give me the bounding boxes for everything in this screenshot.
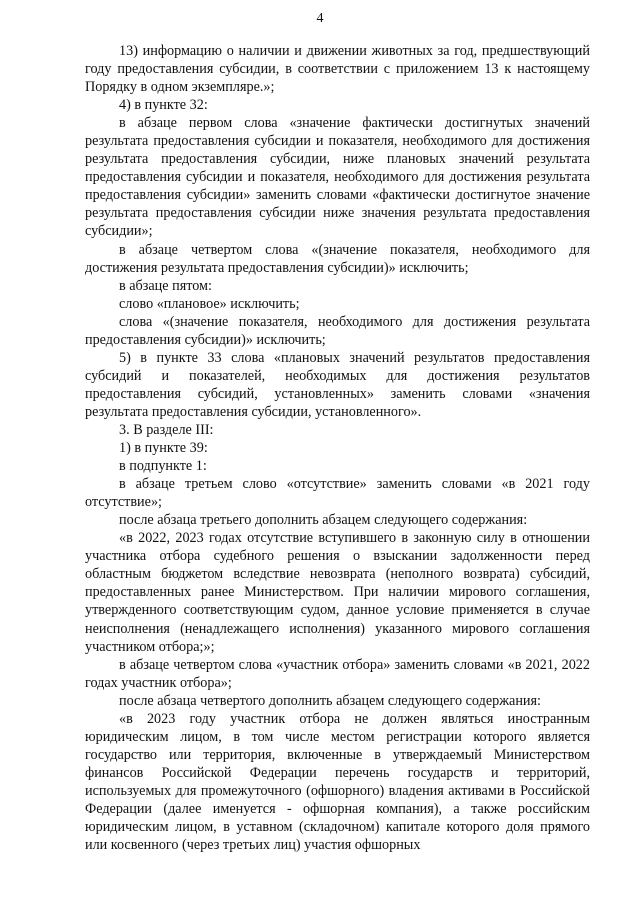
page-number: 4: [316, 11, 324, 26]
paragraph-fourth-abzac-exclude: в абзаце четвертом слова «(значение показателя, необходимого для достижения результата предоставления субсидии)» исключить;: [85, 241, 590, 276]
paragraph-item-13: 13) информацию о наличии и движении животных за год, предшествующий году предоставления субсидии, в соответствии с приложением 13 к настоящему Порядку в одном экземпляре.»;: [85, 43, 590, 96]
paragraph-words-exclude: слова «(значение показателя, необходимого для достижения результата предоставления субсидии)» исключить;: [85, 313, 590, 348]
paragraph-point-32: 4) в пункте 32:: [119, 97, 208, 114]
paragraph-word-planned-exclude: слово «плановое» исключить;: [119, 295, 300, 312]
paragraph-after-fourth-abzac: после абзаца четвертого дополнить абзацем следующего содержания:: [119, 692, 541, 709]
paragraph-fifth-abzac: в абзаце пятом:: [119, 277, 212, 294]
paragraph-2023-offshore-condition: «в 2023 году участник отбора не должен являться иностранным юридическим лицом, в том числе местом регистрации которого является государство или территория, включенные в утверждаемый Министерством финансов Российской Федерации перечень государств и территорий, используемых для промежуточного (офшорного) владения активами в Российской Федерации (далее именуется - офшорная компания), а также российским юридическим лицом, в уставном (складочном) капитале которого доля прямого или косвенного (через третьих лиц) участия офшорных: [85, 710, 590, 854]
paragraph-after-third-abzac: после абзаца третьего дополнить абзацем следующего содержания:: [119, 512, 528, 529]
paragraph-2022-2023-condition: «в 2022, 2023 годах отсутствие вступившего в законную силу в отношении участника отбора судебного решения о взыскании задолженности перед областным бюджетом вследствие невозврата (неполного возврата) субсидий, предоставленных ранее Министерством. При наличии мирового соглашения, утвержденного соответствующим судом, данное условие применяется в случае неисполнения (ненадлежащего исполнения) указанного мирового соглашения участником отбора;»;: [85, 530, 590, 655]
paragraph-fourth-abzac-replace: в абзаце четвертом слова «участник отбора» заменить словами «в 2021, 2022 годах участник отбора»;: [85, 656, 590, 691]
paragraph-third-abzac-replace: в абзаце третьем слово «отсутствие» заменить словами «в 2021 году отсутствие»;: [85, 476, 590, 511]
paragraph-section-3: 3. В разделе III:: [119, 421, 214, 438]
paragraph-point-39: 1) в пункте 39:: [119, 440, 208, 457]
document-body: [85, 42, 590, 854]
paragraph-point-33: 5) в пункте 33 слова «плановых значений результатов предоставления субсидий и показателей, необходимых для достижения результатов предоставления субсидий, установленных» заменить словами «значения результата предоставления субсидии, установленного».: [85, 349, 590, 420]
paragraph-subpoint-1: в подпункте 1:: [119, 458, 207, 475]
paragraph-first-abzac-replace: в абзаце первом слова «значение фактически достигнутых значений результата предоставления субсидии и показателя, необходимого для достижения результата предоставления субсидии, ниже плановых значений результата предоставления субсидии и показателя, необходимого для достижения результата предоставления субсидии» заменить словами «фактически достигнутое значение результата предоставления субсидии ниже значения результата предоставления субсидии»;: [85, 115, 590, 240]
